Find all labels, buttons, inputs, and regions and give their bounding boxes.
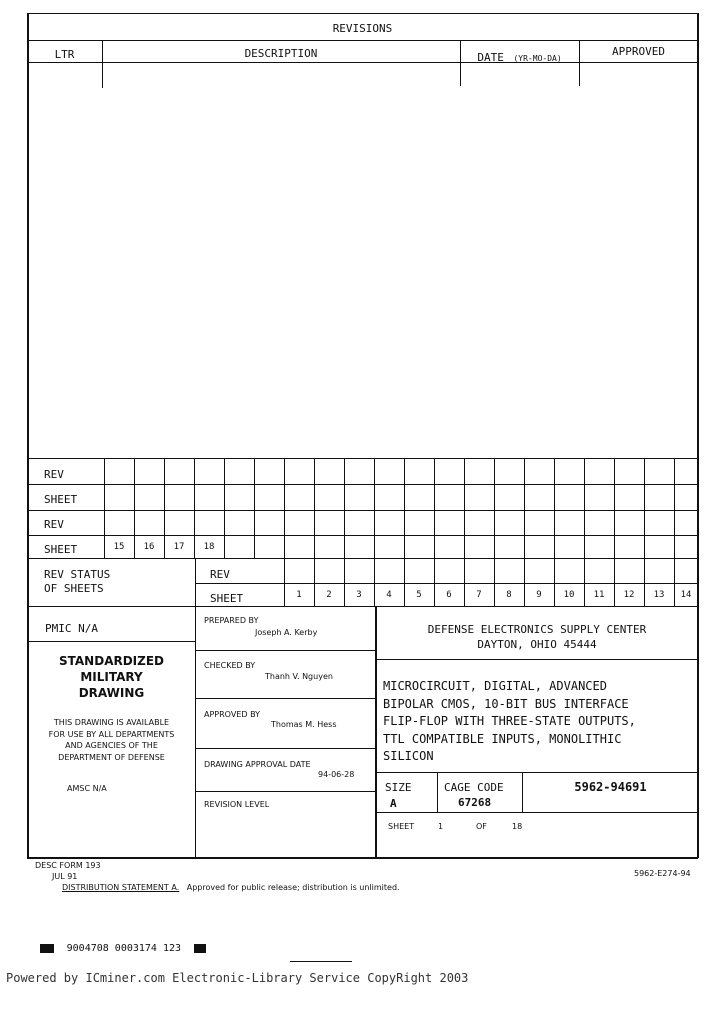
sheet-label: SHEET xyxy=(388,822,415,831)
sheet-number: 17 xyxy=(173,542,185,552)
sheet-number: 3 xyxy=(356,590,362,600)
approved-by-name: Thomas M. Hess xyxy=(271,720,337,729)
short-rule xyxy=(290,961,352,962)
date-format: (YR-MO-DA) xyxy=(513,54,562,63)
sheet-number: 7 xyxy=(476,590,482,600)
distribution-label: DISTRIBUTION STATEMENT A. xyxy=(62,883,180,892)
description-column-header: DESCRIPTION xyxy=(244,47,318,60)
approved-by-label: APPROVED BY xyxy=(204,710,261,719)
availability-line1: THIS DRAWING IS AVAILABLE xyxy=(53,718,170,727)
sheet-number: 18 xyxy=(203,542,215,552)
availability-line2: FOR USE BY ALL DEPARTMENTS xyxy=(48,729,175,739)
drawing-number: 5962-94691 xyxy=(574,780,647,794)
sheet-value: 1 xyxy=(438,822,444,831)
sheet-number: 12 xyxy=(623,590,635,600)
date-label: DATE xyxy=(477,51,504,64)
barcode-line xyxy=(40,938,206,957)
desc-form-date: JUL 91 xyxy=(52,872,78,881)
of-label: OF xyxy=(476,822,487,831)
size-label: SIZE xyxy=(385,781,412,794)
rev-status-line2: OF SHEETS xyxy=(44,582,104,595)
barcode-block-left xyxy=(40,944,54,953)
drawing-title xyxy=(383,678,636,766)
approval-date-value: 94-06-28 xyxy=(318,770,355,779)
cage-code-value: 67268 xyxy=(458,796,492,809)
sheet-number: 4 xyxy=(386,590,392,600)
revision-level-label: REVISION LEVEL xyxy=(204,800,270,809)
title-line5: SILICON xyxy=(383,749,434,763)
ltr-column-header: LTR xyxy=(54,48,75,61)
sheet-number: 16 xyxy=(143,542,155,552)
sheet-row-label: SHEET xyxy=(44,493,78,506)
distribution-text: Approved for public release; distribution is unlimited. xyxy=(186,883,400,892)
prepared-by-name: Joseph A. Kerby xyxy=(255,628,318,637)
prepared-by-label: PREPARED BY xyxy=(204,616,259,625)
rev-status-label xyxy=(44,568,110,596)
title-line1: MICROCIRCUIT, DIGITAL, ADVANCED xyxy=(383,679,607,693)
rev-status-line1: REV STATUS xyxy=(44,568,111,581)
cage-code-label: CAGE CODE xyxy=(444,781,504,794)
sheet-number: 9 xyxy=(536,590,542,600)
sheet-number: 2 xyxy=(326,590,332,600)
distribution-statement xyxy=(62,883,400,892)
of-value: 18 xyxy=(512,822,523,831)
smd-title-line2: MILITARY xyxy=(80,670,143,684)
smd-title-line3: DRAWING xyxy=(78,686,145,700)
checked-by-label: CHECKED BY xyxy=(204,661,256,670)
approved-column-header: APPROVED xyxy=(612,45,665,58)
revisions-title: REVISIONS xyxy=(332,22,393,35)
barcode-text: 9004708 0003174 123 xyxy=(66,943,182,954)
sheet-number: 8 xyxy=(506,590,512,600)
size-value: A xyxy=(390,797,397,810)
pmic-label: PMIC N/A xyxy=(45,622,98,635)
rev-status-rev-label: REV xyxy=(210,568,230,581)
agency-block xyxy=(376,622,698,652)
rev-row-label-2: REV xyxy=(44,518,64,531)
agency-name: DEFENSE ELECTRONICS SUPPLY CENTER xyxy=(427,623,647,636)
smd-title xyxy=(28,653,195,701)
approval-date-label: DRAWING APPROVAL DATE xyxy=(204,760,311,769)
availability-line3: AND AGENCIES OF THE xyxy=(65,741,158,750)
checked-by-name: Thanh V. Nguyen xyxy=(265,672,333,681)
availability-line4: DEPARTMENT OF DEFENSE xyxy=(58,752,165,762)
rev-row-label: REV xyxy=(44,468,64,481)
sheet-number: 5 xyxy=(416,590,422,600)
availability-notice xyxy=(28,717,195,763)
sheet-number: 15 xyxy=(113,542,125,552)
barcode-block-right xyxy=(194,944,206,953)
sheet-number: 14 xyxy=(680,590,692,600)
desc-form-label: DESC FORM 193 xyxy=(35,861,101,870)
sheet-number: 10 xyxy=(563,590,575,600)
title-line4: TTL COMPATIBLE INPUTS, MONOLITHIC xyxy=(383,731,622,746)
powered-by-notice: Powered by ICminer.com Electronic-Library Service CopyRight 2003 xyxy=(6,971,469,985)
sheet-number: 1 xyxy=(296,590,302,600)
sheet-number: 11 xyxy=(593,590,605,600)
agency-address: DAYTON, OHIO 45444 xyxy=(477,638,597,651)
date-column-header xyxy=(460,46,579,65)
sheet-row-label-2: SHEET xyxy=(44,543,78,556)
sheet-number: 6 xyxy=(446,590,452,600)
form-number: 5962-E274-94 xyxy=(634,869,691,878)
title-line2: BIPOLAR CMOS, 10-BIT BUS INTERFACE xyxy=(383,696,629,711)
title-line3: FLIP-FLOP WITH THREE-STATE OUTPUTS, xyxy=(383,714,636,728)
rev-status-sheet-label: SHEET xyxy=(210,592,244,605)
smd-title-line1: STANDARDIZED xyxy=(59,654,164,668)
amsc-label: AMSC N/A xyxy=(67,784,107,793)
sheet-number: 13 xyxy=(653,590,665,600)
